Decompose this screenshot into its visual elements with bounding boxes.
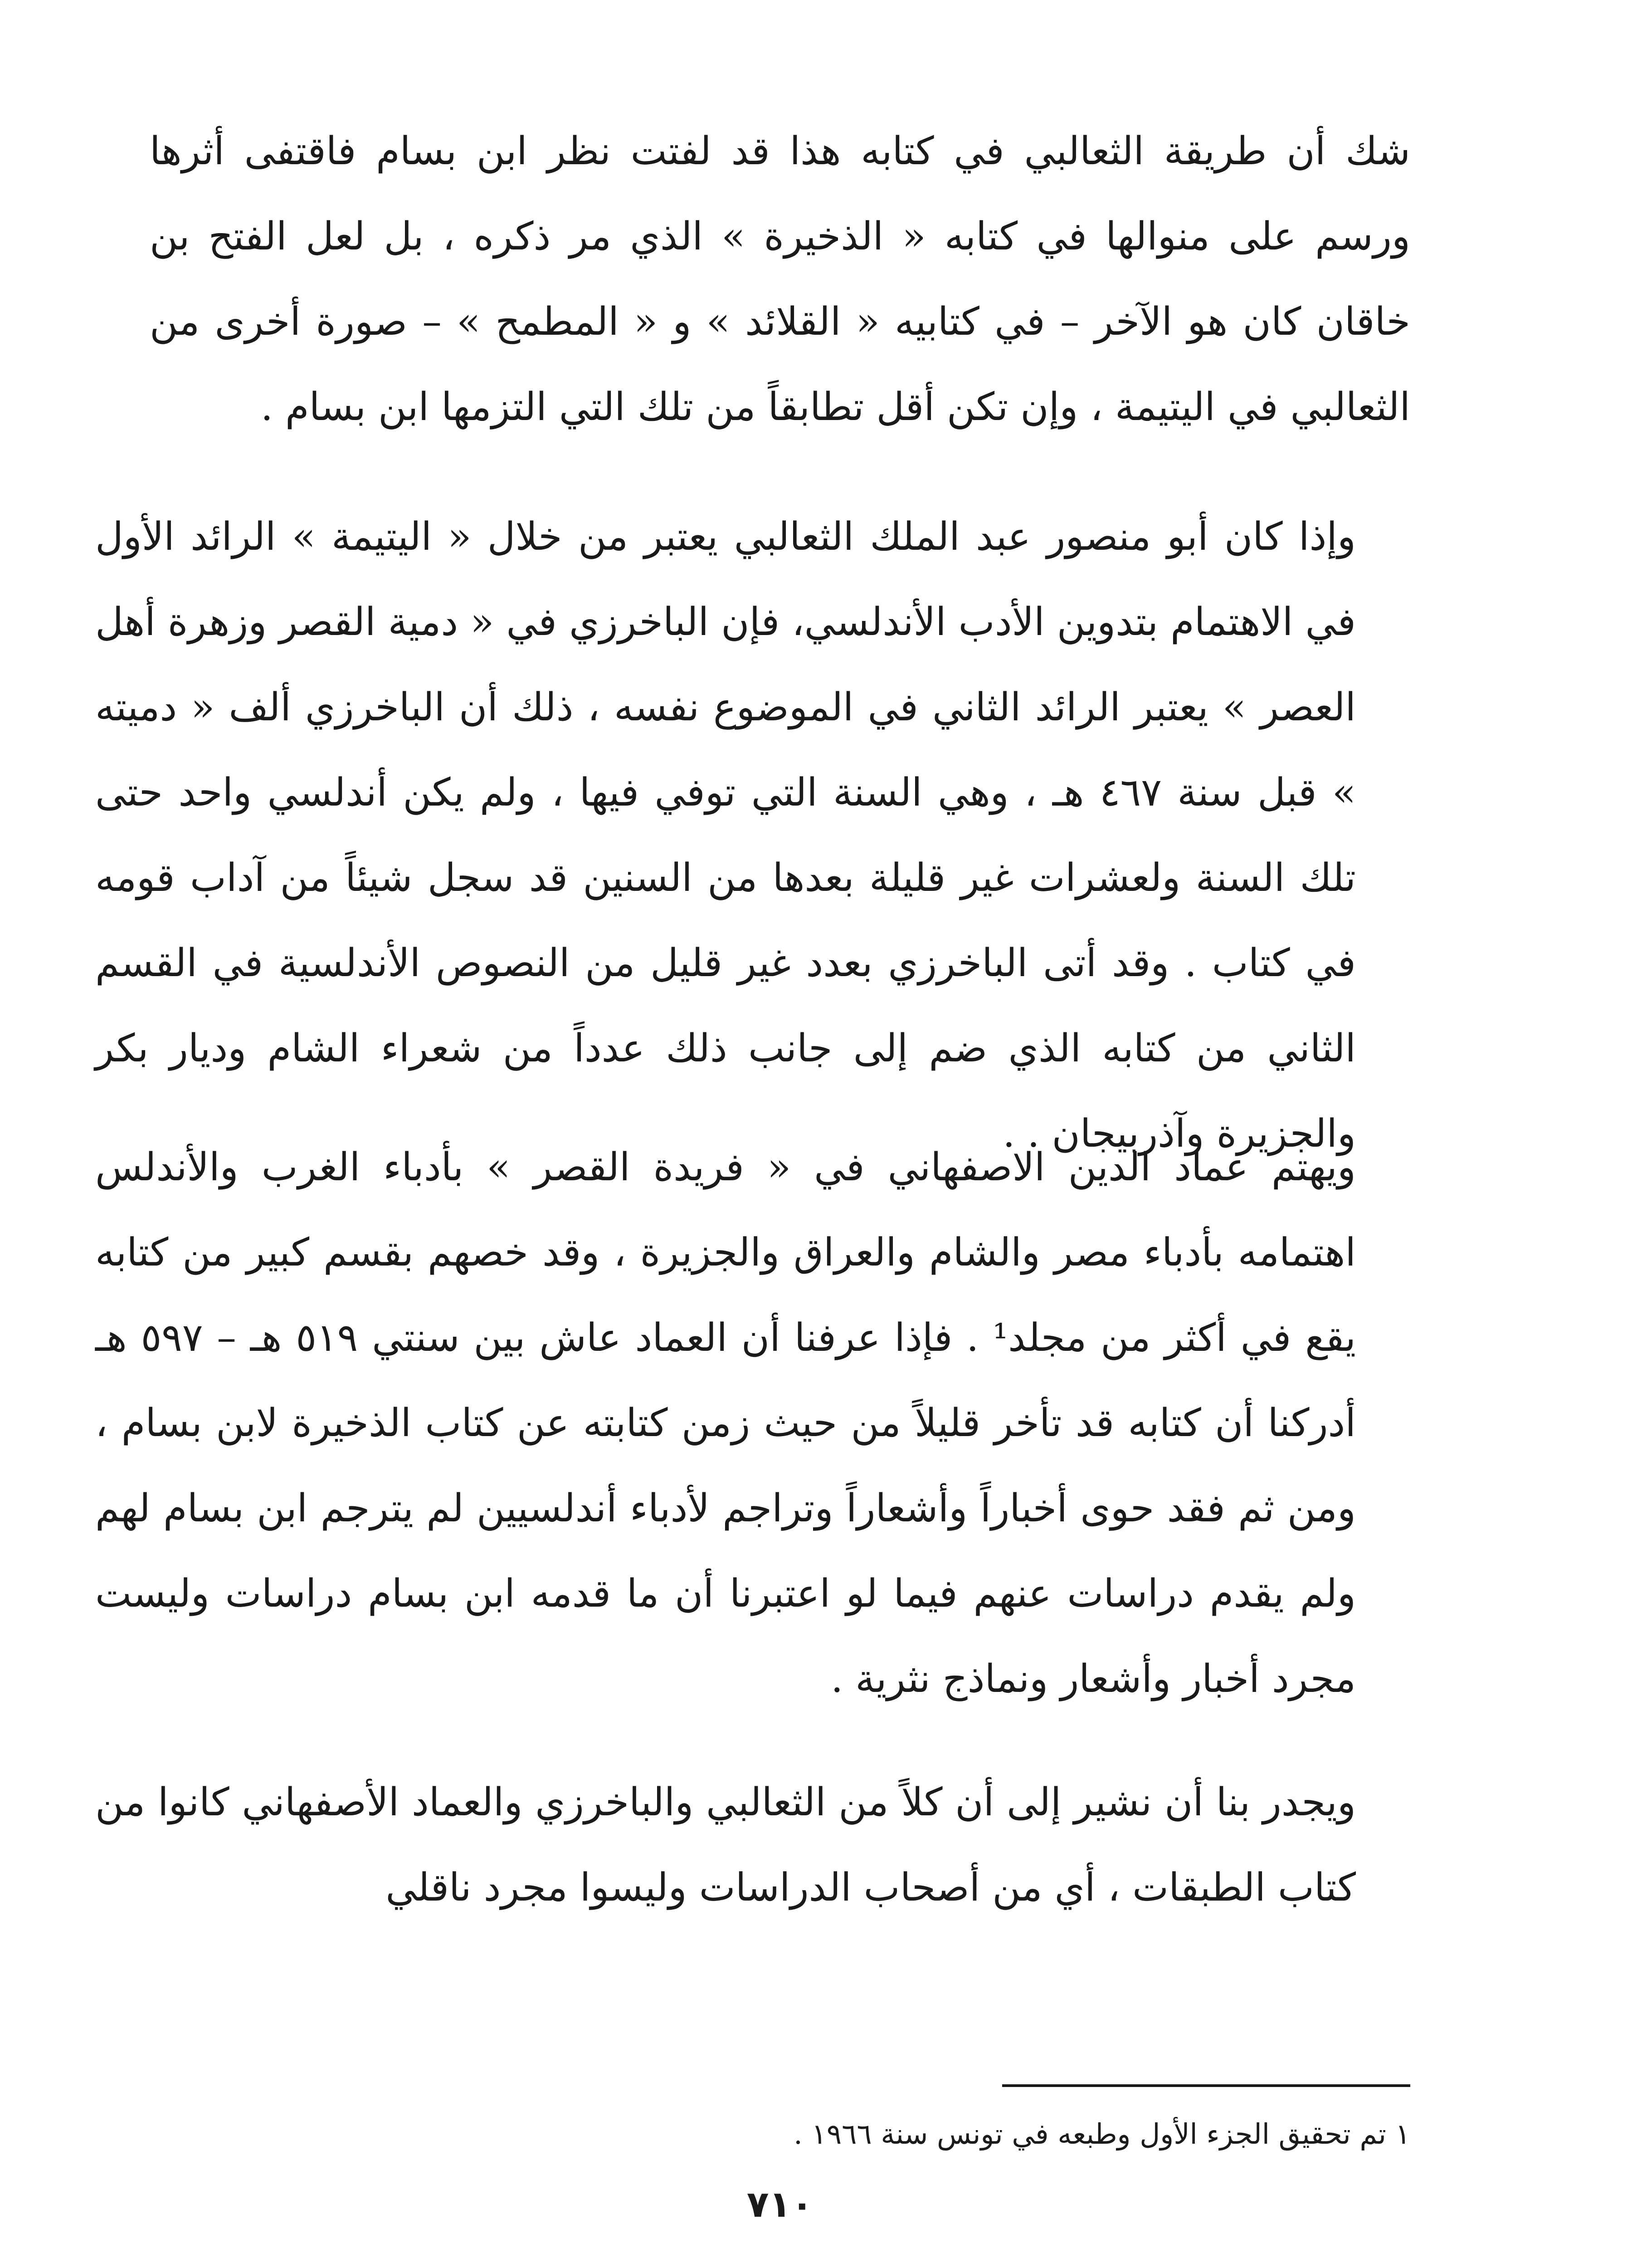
paragraph-2: وإذا كان أبو منصور عبد الملك الثعالبي يعتبر من خلال « اليتيمة » الرائد الأول في الاهتمام بتدوين الأدب الأندلسي، فإن الباخرزي في « دمية القصر وزهرة أهل العصر » يعتبر الرائد الثاني في الموضوع نفسه ، ذلك أن الباخرزي ألف « دميته » قبل سنة ٤٦٧ هـ ، وهي السنة التي توفي فيها ، ولم يكن أندلسي واحد حتى تلك السنة ولعشرات غير قليلة بعدها من السنين قد سجل شيئاً من آداب قومه في كتاب . وقد أتى الباخرزي بعدد غير قليل من النصوص الأندلسية في القسم الثاني من كتابه الذي ضم إلى جانب ذلك عدداً من شعراء الشام وديار بكر والجزيرة وآذربيجان . . — [95, 514, 1356, 1156]
paragraph-1: شك أن طريقة الثعالبي في كتابه هذا قد لفتت نظر ابن بسام فاقتفى أثرها ورسم على منوالها في كتابه « الذخيرة » الذي مر ذكره ، بل لعل الفتح بن خاقان كان هو الآخر – في كتابيه « القلائد » و « المطمح » – صورة أخرى من الثعالبي في اليتيمة ، وإن تكن أقل تطابقاً من تلك التي التزمها ابن بسام . — [150, 129, 1410, 430]
page-number: ٧١٠ — [746, 2183, 814, 2225]
footnote: ١ تم تحقيق الجزء الأول وطبعه في تونس سنة ١٩٦٦ . — [794, 2117, 1410, 2151]
book-page — [95, 109, 1410, 2268]
footnote-divider — [1002, 2084, 1410, 2087]
paragraph-3: ويهتم عماد الدين الاصفهاني في « فريدة القصر » بأدباء الغرب والأندلس اهتمامه بأدباء مصر والشام والعراق والجزيرة ، وقد خصهم بقسم كبير من كتابه يقع في أكثر من مجلد¹ . فإذا عرفنا أن العماد عاش بين سنتي ٥١٩ هـ – ٥٩٧ هـ أدركنا أن كتابه قد تأخر قليلاً من حيث زمن كتابته عن كتاب الذخيرة لابن بسام ، ومن ثم فقد حوى أخباراً وأشعاراً وتراجم لأدباء أندلسيين لم يترجم ابن بسام لهم ولم يقدم دراسات عنهم فيما لو اعتبرنا أن ما قدمه ابن بسام دراسات وليست مجرد أخبار وأشعار ونماذج نثرية . — [95, 1145, 1356, 1701]
paragraph-4: ويجدر بنا أن نشير إلى أن كلاً من الثعالبي والباخرزي والعماد الأصفهاني كانوا من كتاب الطبقات ، أي من أصحاب الدراسات وليسوا مجرد ناقلي — [95, 1780, 1356, 1910]
